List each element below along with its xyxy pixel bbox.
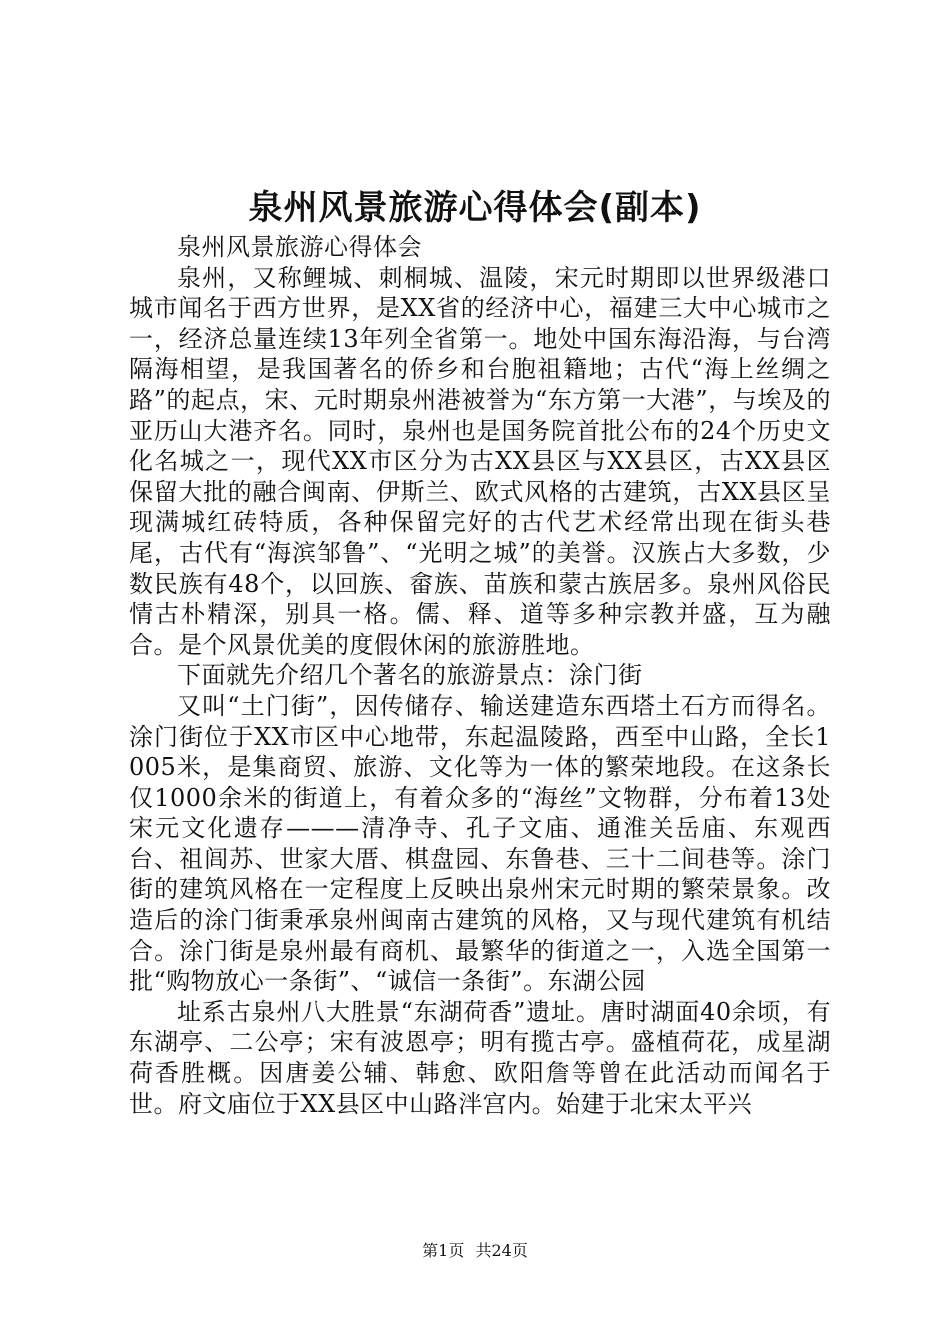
page-footer xyxy=(0,1240,950,1262)
page-total: 共24页 xyxy=(475,1241,528,1260)
paragraph-attractions-intro: 下面就先介绍几个著名的旅游景点：涂门街 xyxy=(177,661,643,690)
document-body xyxy=(129,232,831,1119)
page-number: 第1页 xyxy=(422,1241,465,1260)
paragraph-tumen-street: 又叫“土门街”，因传储存、输送建造东西塔土石方而得名。涂门街位于XX市区中心地带，东起温陵路，西至中山路，全长1005米，是集商贸、旅游、文化等为一体的繁荣地段。在这条长仅1000余米的街道上，有着众多的“海丝”文物群，分布着13处宋元文化遗存———清净寺、孔子文庙、通淮关岳庙、东观西台、祖闾苏、世家大厝、棋盘园、东鲁巷、三十二间巷等。涂门街的建筑风格在一定程度上反映出泉州宋元时期的繁荣景象。改造后的涂门街秉承泉州闽南古建筑的风格，又与现代建筑有机结合。涂门街是泉州最有商机、最繁华的街道之一，入选全国第一批“购物放心一条街”、“诚信一条街”。东湖公园 xyxy=(129,691,831,996)
paragraph-intro: 泉州，又称鲤城、刺桐城、温陵，宋元时期即以世界级港口城市闻名于西方世界，是XX省的经济中心，福建三大中心城市之一，经济总量连续13年列全省第一。地处中国东海沿海，与台湾隔海相望，是我国著名的侨乡和台胞祖籍地；古代“海上丝绸之路”的起点，宋、元时期泉州港被誉为“东方第一大港”，与埃及的亚历山大港齐名。同时，泉州也是国务院首批公布的24个历史文化名城之一，现代XX市区分为古XX县区与XX县区，古XX县区保留大批的融合闽南、伊斯兰、欧式风格的古建筑，古XX县区呈现满城红砖特质，各种保留完好的古代艺术经常出现在街头巷尾，古代有“海滨邹鲁”、“光明之城”的美誉。汉族占大多数，少数民族有48个，以回族、畲族、苗族和蒙古族居多。泉州风俗民情古朴精深，别具一格。儒、释、道等多种宗教并盛，互为融合。是个风景优美的度假休闲的旅游胜地。 xyxy=(129,263,831,659)
paragraph-subtitle: 泉州风景旅游心得体会 xyxy=(177,233,422,261)
paragraph-east-lake: 址系古泉州八大胜景“东湖荷香”遗址。唐时湖面40余顷，有东湖亭、二公亭；宋有波恩亭；明有揽古亭。盛植荷花，成星湖荷香胜概。因唐姜公辅、韩愈、欧阳詹等曾在此活动而闻名于世。府文庙位于XX县区中山路泮宫内。始建于北宋太平兴 xyxy=(129,997,831,1118)
document-title: 泉州风景旅游心得体会(副本) xyxy=(248,188,702,228)
